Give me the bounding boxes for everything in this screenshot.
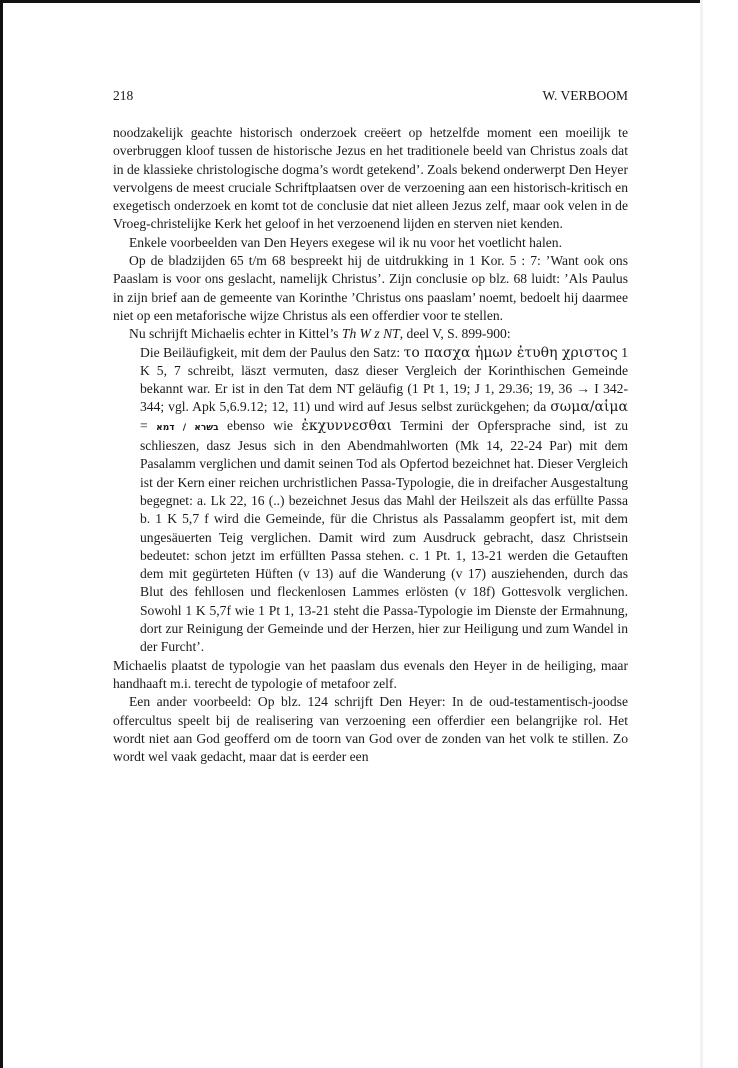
quote-part-3: = xyxy=(140,417,157,433)
quote-part-2: 1 K 5, 7 schreibt, läszt vermuten, dasz dieser Vergleich der Korinthischen Gemeinde bekannt war. Er ist in den Tat dem NT geläufig (1 Pt 1, 19; J 1, 29.36; 19, 36 → I 342-344; vgl. Apk 5,6.9.12; 12, 11) und wird auf Jesus selbst zurückgehen; da xyxy=(140,344,629,415)
running-head xyxy=(113,88,628,104)
greek-phrase-1: το πασχα ἡμων ἐτυθη χριστος xyxy=(403,344,618,361)
running-author: W. VERBOOM xyxy=(542,88,628,103)
greek-phrase-2: σωμα/αἱμα xyxy=(550,399,628,416)
scan-edge-top xyxy=(0,0,700,3)
scan-edge-left xyxy=(0,0,3,1068)
hebrew-phrase: בשרא / דמא xyxy=(156,422,219,433)
paragraph-4-pre: Nu schrijft Michaelis echter in Kittel’s xyxy=(129,326,342,342)
paragraph-3: Op de bladzijden 65 t/m 68 bespreekt hij de uitdrukking in 1 Kor. 5 : 7: ’Want ook ons Paaslam is voor ons geslacht, namelijk Christus’. Zijn conclusie op blz. 68 luidt: ’Als Paulus in zijn brief aan de gemeente van Korinthe ’Christus ons paaslam’ noemt, bedoelt hij daarmee niet op een metaforische wijze Christus als een offerdier voor te stellen. xyxy=(113,253,628,323)
work-title: Th W z NT xyxy=(341,326,400,342)
quote-part-1: Die Beiläufigkeit, mit dem der Paulus den Satz: xyxy=(140,344,404,360)
paragraph-5: Michaelis plaatst de typologie van het paaslam dus evenals den Heyer in de heiliging, maar handhaaft m.i. terecht de typologie of metafoor zelf. xyxy=(113,657,628,691)
quote-part-4: ebenso wie xyxy=(218,417,302,433)
paragraph-1: noodzakelijk geachte historisch onderzoek creëert op hetzelfde moment een moeilijk te overbruggen kloof tussen de historische Jezus en het traditionele beeld van Christus zoals dat in de klassieke christologische dogma’s wordt getekend’. Zoals bekend onderwerpt Den Heyer vervolgens de meest cruciale Schriftplaatsen over de verzoening aan een historisch-kritisch en exegetisch onderzoek en komt tot de conclusie dat niet alleen Jezus zelf, maar ook velen in de Vroeg-christelijke Kerk het geloof in het verzoenend lijden en sterven niet kenden. xyxy=(113,125,628,232)
paragraph-4-post: , deel V, S. 899-900: xyxy=(399,326,511,342)
paragraph-6: Een ander voorbeeld: Op blz. 124 schrijft Den Heyer: In de oud-testamentisch-joodse offercultus speelt bij de realisering van verzoening een offerdier een belangrijke rol. Het wordt niet aan God geofferd om de toorn van God over de zonden van het volk te stillen. Zo wordt wel vaak gedacht, maar dat is eerder een xyxy=(113,694,628,765)
paragraph-4 xyxy=(113,325,628,343)
quote-part-5: Termini der Opfersprache sind, ist zu schlieszen, dasz Jesus sich in den Abendmahlworten (Mk 14, 22-24 Par) mit dem Pasalamm verglichen und damit seinen Tod als Opfertod bezeichnet hat. Dieser Vergleich ist der Kern einer reichen urchristlichen Passa-Typologie, die in dreifacher Ausgestaltung begegnet: a. Lk 22, 16 (..) bezeichnet Jesus das Mahl der Heilszeit als das erfüllte Passa b. 1 K 5,7 f wird die Gemeinde, für die Christus als Passalamm geopfert ist, mit dem ungesäuerten Teig verglichen. Damit wird zum Ausdruck gebracht, dasz Christsein bedeutet: schon jetzt im erfüllten Passa stehen. c. 1 Pt. 1, 13-21 werden die Getauften dem mit gegürteten Hüften (v 13) auf die Wanderung (v 17) ausziehenden, durch das Blut des fehllosen und fleckenlosen Lammes erlösten (v 18f) Gottesvolk verglichen. Sowohl 1 K 5,7f wie 1 Pt 1, 13-21 steht die Passa-Typologie im Dienste der Ermahnung, dort zur Reinigung der Gemeinde und der Herzen, hier zur Heiligung und zum Wandel in der Furcht’. xyxy=(140,417,628,655)
body-text xyxy=(113,124,628,766)
paragraph-2: Enkele voorbeelden van Den Heyers exegese wil ik nu voor het voetlicht halen. xyxy=(129,234,562,250)
page-number: 218 xyxy=(113,88,134,103)
block-quote xyxy=(140,344,628,657)
greek-phrase-3: ἐκχυννεσθαι xyxy=(301,417,392,434)
scan-edge-right xyxy=(700,0,703,1068)
